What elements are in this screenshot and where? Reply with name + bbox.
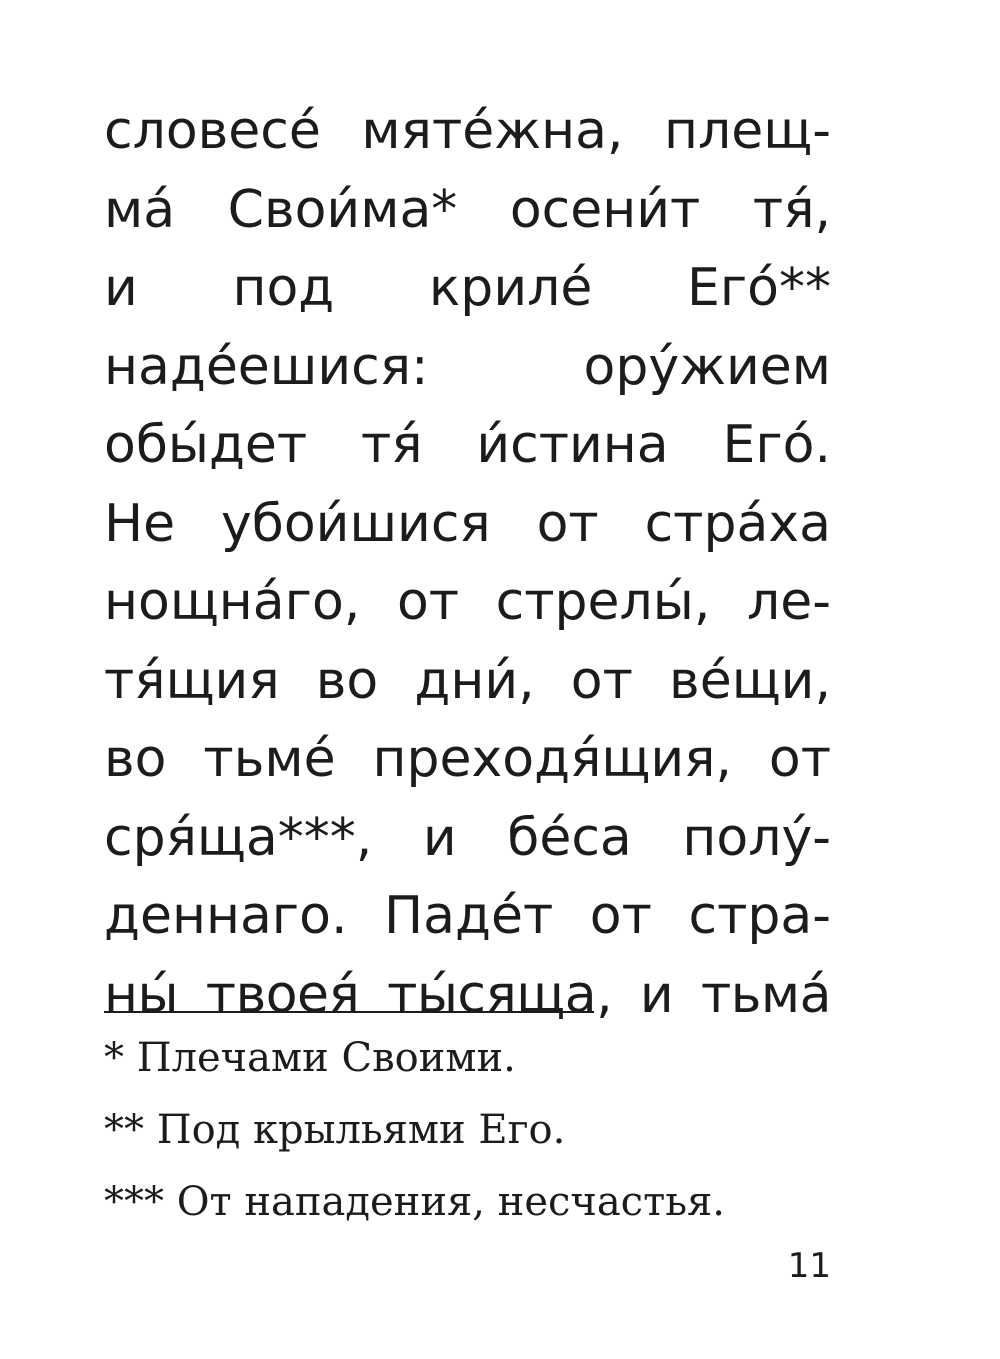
text-line: тя́щия во дни́, от ве́щи, — [104, 650, 831, 711]
footnote-divider — [104, 1011, 594, 1013]
text-line: во тьме́ преходя́щия, от — [104, 729, 831, 789]
text-line: обы́дет тя́ и́стина Его́. — [104, 415, 831, 475]
page-number: 11 — [787, 1246, 831, 1286]
text-line: деннаго. Паде́т от стра- — [104, 886, 831, 946]
text-line: Не убои́шися от стра́ха — [104, 493, 831, 554]
text-line: сря́ща***, и бе́са полу́- — [104, 807, 831, 868]
footnote: *** От нападения, несчастья. — [104, 1179, 725, 1225]
text-line: нощна́го, от стрелы́, ле- — [104, 572, 831, 632]
text-line: ма́ Свои́ма* осени́т тя́, — [104, 179, 831, 240]
footnotes — [104, 1022, 844, 1238]
text-line: наде́ешися: ору́жием — [104, 336, 831, 397]
footnote: ** Под крыльями Его. — [104, 1107, 566, 1153]
text-line: ны́ твоея́ ты́сяща, и тьма́ — [104, 964, 831, 1025]
footnote: * Плечами Своими. — [104, 1035, 516, 1081]
text-line: словесе́ мяте́жна, плещ- — [104, 101, 831, 161]
text-line: и под криле́ Его́** — [104, 258, 831, 318]
main-text — [104, 92, 831, 1034]
